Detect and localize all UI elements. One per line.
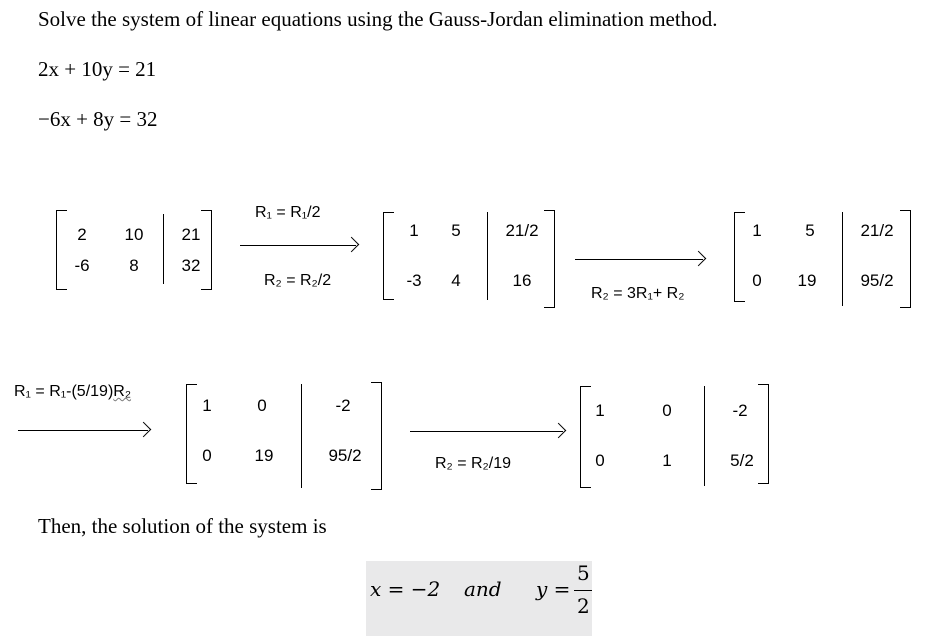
operation-3-prefix: R₁ = R₁-(5/19) bbox=[14, 383, 114, 400]
matrix-1-cell: 32 bbox=[181, 256, 201, 275]
matrix-5-cell: 0 bbox=[662, 401, 672, 420]
operation-3 bbox=[14, 383, 131, 401]
equation-1: 2x + 10y = 21 bbox=[38, 57, 157, 81]
matrix-1-left-bracket bbox=[56, 210, 67, 290]
matrix-5-cell: 0 bbox=[595, 451, 605, 470]
matrix-2-augment-bar bbox=[487, 212, 488, 300]
matrix-5-cell: 5/2 bbox=[730, 451, 754, 470]
matrix-1-cell: 10 bbox=[124, 225, 144, 244]
solution-and: and bbox=[464, 577, 502, 601]
matrix-1-augment-bar bbox=[163, 214, 164, 284]
matrix-5-cell: 1 bbox=[595, 401, 605, 420]
operation-1-bottom: R₂ = R₂/2 bbox=[264, 272, 332, 289]
matrix-4-cell: 19 bbox=[254, 446, 274, 465]
matrix-5-cell: -2 bbox=[732, 401, 748, 420]
matrix-5-left-bracket bbox=[580, 386, 591, 488]
arrow-1 bbox=[240, 245, 356, 246]
equation-2: −6x + 8y = 32 bbox=[38, 107, 158, 131]
matrix-3-cell: 1 bbox=[752, 221, 762, 240]
arrow-3 bbox=[18, 430, 148, 431]
arrow-2 bbox=[575, 259, 703, 260]
operation-2: R₂ = 3R₁+ R₂ bbox=[591, 285, 685, 302]
solution-box bbox=[366, 561, 592, 636]
operation-1-top: R₁ = R₁/2 bbox=[255, 204, 321, 221]
matrix-4-cell: 1 bbox=[202, 396, 212, 415]
conclusion-text: Then, the solution of the system is bbox=[38, 514, 327, 538]
matrix-3-cell: 19 bbox=[797, 271, 817, 290]
matrix-2-cell: -3 bbox=[406, 271, 422, 290]
matrix-2-left-bracket bbox=[383, 212, 394, 300]
matrix-1-cell: 8 bbox=[129, 256, 139, 275]
matrix-2-cell: 1 bbox=[409, 221, 419, 240]
matrix-1-cell: 21 bbox=[181, 225, 201, 244]
matrix-4-cell: 95/2 bbox=[328, 446, 362, 465]
matrix-4-cell: -2 bbox=[335, 396, 351, 415]
matrix-4-cell: 0 bbox=[202, 446, 212, 465]
matrix-5-cell: 1 bbox=[662, 451, 672, 470]
matrix-3-right-bracket bbox=[900, 210, 911, 308]
matrix-2-cell: 21/2 bbox=[505, 221, 539, 240]
matrix-4-left-bracket bbox=[186, 384, 197, 484]
matrix-4-right-bracket bbox=[371, 382, 382, 490]
arrow-4 bbox=[410, 431, 563, 432]
matrix-1-cell: 2 bbox=[77, 225, 87, 244]
solution-x-text: x = −2 bbox=[370, 577, 441, 601]
matrix-3-cell: 21/2 bbox=[860, 221, 894, 240]
matrix-2-right-bracket bbox=[544, 210, 555, 308]
matrix-1-right-bracket bbox=[201, 210, 212, 290]
matrix-3-cell: 5 bbox=[805, 221, 815, 240]
matrix-5-right-bracket bbox=[758, 384, 769, 484]
matrix-3-cell: 95/2 bbox=[860, 271, 894, 290]
operation-4: R₂ = R₂/19 bbox=[435, 455, 512, 472]
solution-fraction-bar bbox=[574, 590, 592, 591]
solution-y-denominator: 2 bbox=[577, 594, 590, 618]
matrix-4-augment-bar bbox=[301, 384, 302, 488]
matrix-3-augment-bar bbox=[842, 212, 843, 306]
matrix-2-cell: 5 bbox=[451, 221, 461, 240]
matrix-1-cell: -6 bbox=[74, 256, 90, 275]
solution-y: y = bbox=[536, 577, 571, 601]
solution-x bbox=[370, 577, 440, 601]
matrix-3-left-bracket bbox=[734, 212, 745, 302]
problem-instruction: Solve the system of linear equations using the Gauss-Jordan elimination method. bbox=[38, 7, 718, 31]
matrix-4-cell: 0 bbox=[257, 396, 267, 415]
matrix-3-cell: 0 bbox=[752, 271, 762, 290]
matrix-2-cell: 16 bbox=[512, 271, 532, 290]
matrix-2-cell: 4 bbox=[451, 271, 461, 290]
matrix-5-augment-bar bbox=[704, 386, 705, 486]
solution-y-numerator: 5 bbox=[577, 561, 590, 585]
operation-3-suffix: R₂ bbox=[113, 383, 132, 400]
